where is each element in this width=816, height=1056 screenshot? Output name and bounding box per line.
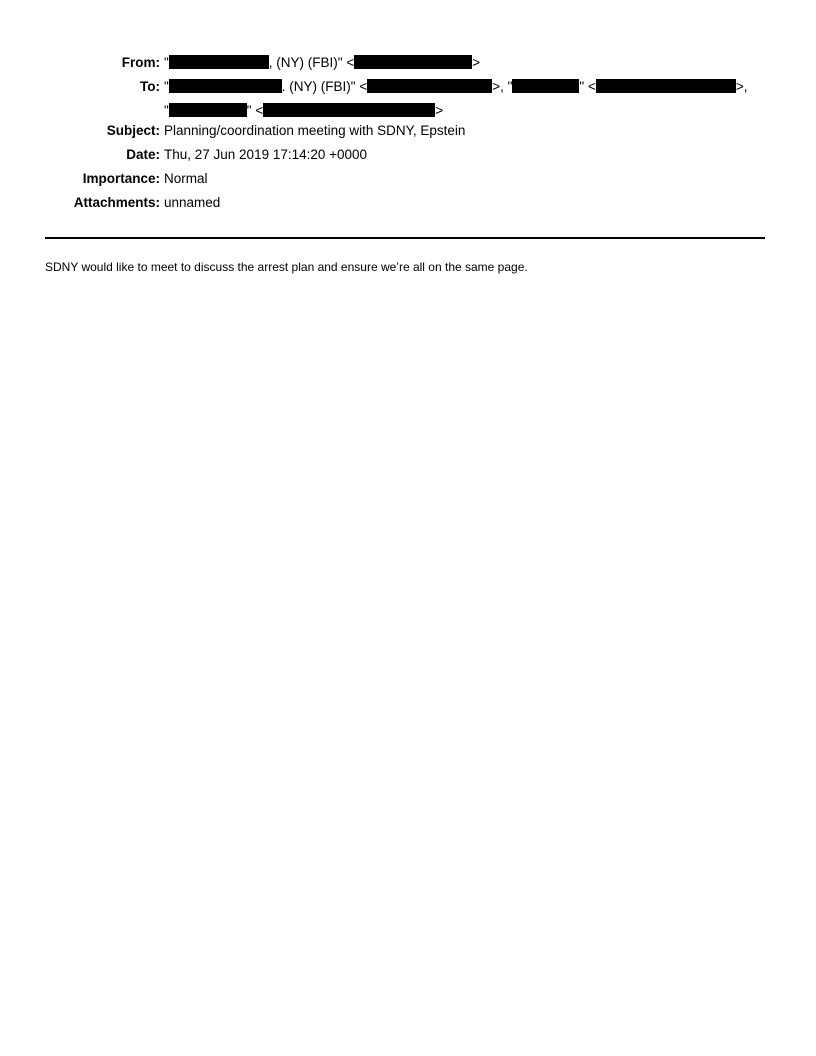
importance-value: Normal	[164, 171, 208, 186]
from-row	[0, 53, 816, 77]
to-recipient-line-1	[164, 79, 747, 94]
to-open-quote: "	[164, 103, 169, 118]
subject-label: Subject:	[106, 123, 160, 138]
from-open-quote: "	[164, 55, 169, 70]
to-separator: >, "	[492, 79, 513, 94]
redaction-block	[169, 55, 269, 69]
email-header	[0, 53, 816, 217]
date-row	[0, 145, 816, 169]
to-row	[0, 77, 816, 121]
to-separator: >,	[735, 79, 748, 94]
header-divider	[45, 237, 765, 239]
to-recipient-line-2	[164, 101, 747, 121]
redaction-block	[512, 79, 579, 93]
subject-value: Planning/coordination meeting with SDNY, Epstein	[164, 123, 466, 138]
redaction-block	[596, 79, 736, 93]
to-name-suffix: . (NY) (FBI)" <	[281, 79, 368, 94]
to-label: To:	[140, 79, 160, 94]
importance-row	[0, 169, 816, 193]
from-label: From:	[121, 55, 160, 70]
to-open-quote: "	[164, 79, 169, 94]
attachments-label: Attachments:	[73, 195, 160, 210]
redaction-block	[169, 103, 247, 117]
from-name-suffix: , (NY) (FBI)" <	[268, 55, 355, 70]
redaction-block	[263, 103, 435, 117]
subject-row	[0, 121, 816, 145]
attachments-value: unnamed	[164, 195, 221, 210]
to-close: >	[435, 103, 444, 118]
to-mid: " <	[246, 103, 264, 118]
email-body: SDNY would like to meet to discuss the arrest plan and ensure we’re all on the same page.	[45, 260, 528, 274]
redaction-block	[367, 79, 492, 93]
date-label: Date:	[126, 147, 160, 162]
to-value	[164, 77, 747, 121]
to-mid: " <	[579, 79, 596, 94]
redaction-block	[169, 79, 282, 93]
from-close: >	[472, 55, 481, 70]
from-value	[164, 53, 480, 73]
redaction-block	[354, 55, 472, 69]
attachments-row	[0, 193, 816, 217]
importance-label: Importance:	[82, 171, 160, 186]
date-value: Thu, 27 Jun 2019 17:14:20 +0000	[164, 147, 368, 162]
